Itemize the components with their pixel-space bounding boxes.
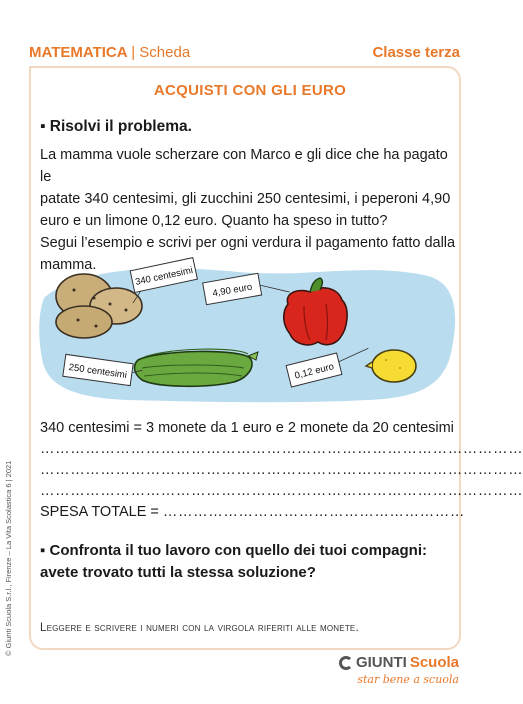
header-left <box>29 44 190 61</box>
sheet-type-label: Scheda <box>139 44 191 61</box>
problem-line: Segui l’esempio e scrivi per ogni verdura il pagamento fatto dalla <box>40 235 456 251</box>
tag-zucchini-text: 250 centesimi <box>67 361 128 382</box>
copyright-text: © Giunti Scuola S.r.l., Firenze – La Vita Scolastica 6 | 2021 <box>4 460 13 656</box>
answer-line-1[interactable]: …………………………………………………………………………………… <box>40 441 523 457</box>
problem-line: La mamma vuole scherzare con Marco e gli dice che ha pagato le <box>40 147 448 185</box>
total-answer-field[interactable]: …………………………………………………… <box>162 504 465 520</box>
problem-line: patate 340 centesimi, gli zucchini 250 centesimi, i peperoni 4,90 <box>40 191 451 207</box>
page-header <box>29 44 460 62</box>
answer-lines <box>40 418 523 523</box>
logo-brand-text: GIUNTI <box>355 654 407 671</box>
compare-prompt: ▪ Confronta il tuo lavoro con quello dei tuoi compagni: avete trovato tutti la stessa soluzione? <box>40 542 427 581</box>
logo-tagline: star bene a scuola <box>357 673 459 686</box>
footer-note: Leggere e scrivere i numeri con la virgola riferiti alle monete. <box>40 622 359 634</box>
answer-line-2[interactable]: …………………………………………………………………………………… <box>40 462 523 478</box>
giunti-g-icon <box>339 656 353 670</box>
problem-line: euro e un limone 0,12 euro. Quanto ha speso in tutto? <box>40 213 388 229</box>
class-label: Classe terza <box>372 44 460 61</box>
example-line: 340 centesimi = 3 monete da 1 euro e 2 monete da 20 centesimi <box>40 420 454 436</box>
total-label: SPESA TOTALE = <box>40 504 163 520</box>
logo-brand <box>339 654 459 671</box>
page-title: ACQUISTI CON GLI EURO <box>153 82 347 99</box>
publisher-logo <box>339 654 459 686</box>
problem-text <box>40 144 460 276</box>
subject-label: MATEMATICA <box>29 44 128 61</box>
vegetables-illustration <box>38 258 460 406</box>
problem-line: mamma. <box>40 257 97 273</box>
logo-brand-text-2: Scuola <box>409 654 459 671</box>
tag-lemon-text: 0,12 euro <box>293 361 336 382</box>
answer-line-3[interactable]: …………………………………………………………………………………… <box>40 483 523 499</box>
total-line <box>40 502 465 523</box>
instruction-heading: ▪ Risolvi il problema. <box>40 118 192 135</box>
tag-potatoes-text: 340 centesimi <box>134 265 194 288</box>
zucchini-icon <box>135 349 258 386</box>
header-separator: | <box>131 44 136 61</box>
tag-pepper-text: 4,90 euro <box>211 281 254 300</box>
